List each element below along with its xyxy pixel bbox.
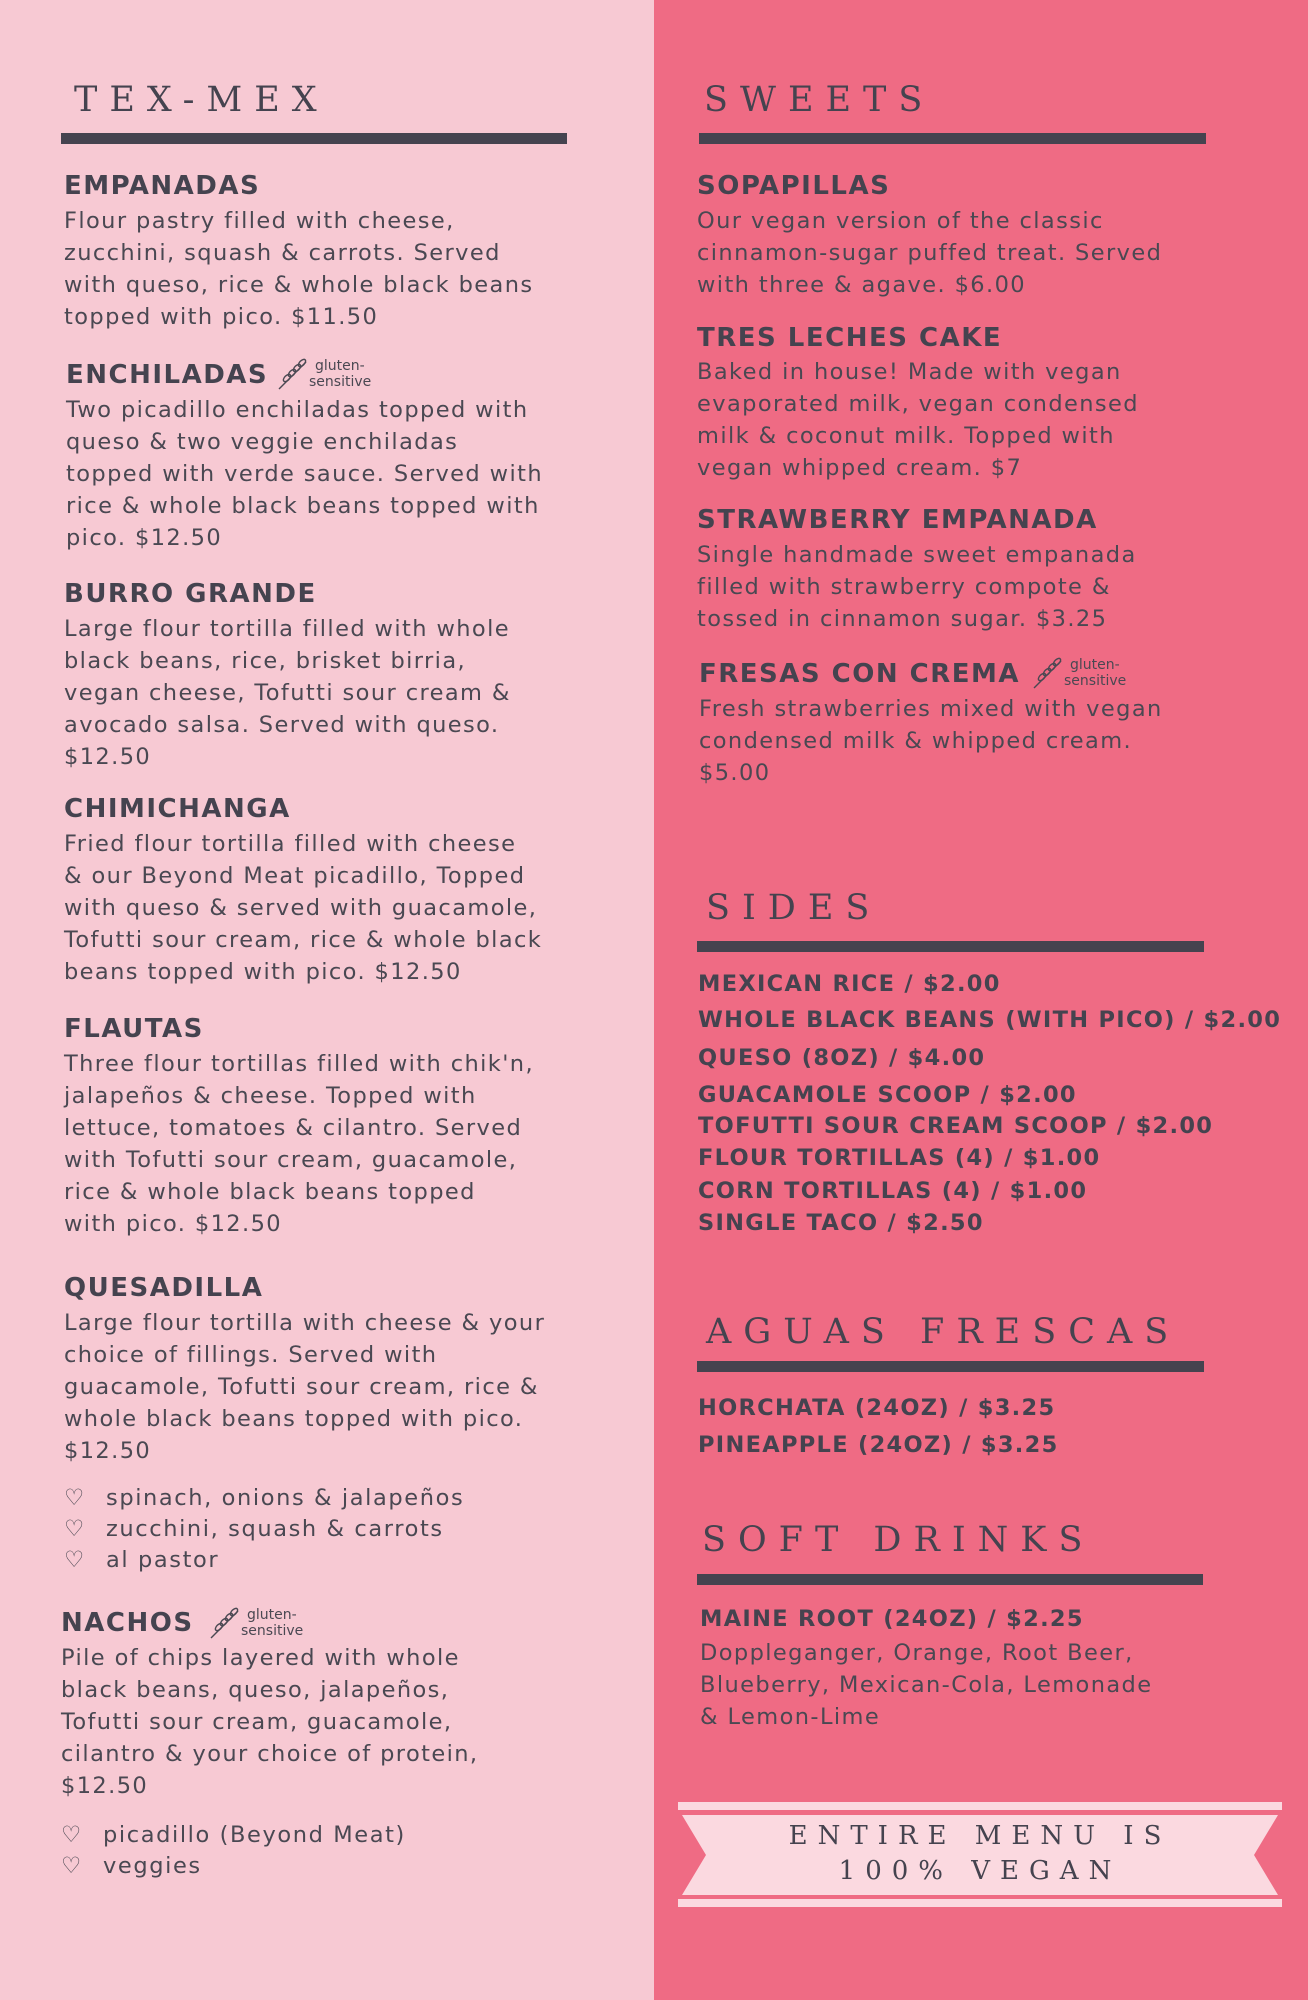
wheat-icon [276, 356, 312, 392]
item-desc-nachos: Pile of chips layered with whole black beans, queso, jalapeños, Tofutti sour cream, guacamole, cilantro & your choice of protein, $12.50 [61, 1645, 479, 1799]
item-desc-strawberry-empanada: Single handmade sweet empanada filled with strawberry compote & tossed in cinnamon sugar. $3.25 [697, 542, 1137, 632]
item-name-tres-leches-cake: TRES LECHES CAKE [697, 323, 1003, 353]
heart-icon: ♡ [61, 1853, 83, 1879]
banner-text [676, 1819, 1284, 1889]
quesadilla-options [64, 1483, 464, 1576]
vegan-banner [676, 1802, 1284, 1908]
texmex-title: TEX-MEX [74, 80, 329, 120]
gluten-sensitive-tag [276, 356, 371, 392]
soft-drinks-list [700, 1603, 1300, 1639]
list-item: TOFUTTI SOUR CREAM SCOOP / $2.00 [698, 1113, 1214, 1139]
item-name-quesadilla: QUESADILLA [64, 1273, 264, 1303]
soft-drinks-title: SOFT DRINKS [702, 1520, 1095, 1560]
sides-list [698, 968, 1298, 1248]
wheat-icon [208, 1605, 244, 1641]
item-name-burro-grande: BURRO GRANDE [64, 579, 317, 609]
list-item: MAINE ROOT (24OZ) / $2.25 [700, 1606, 1084, 1632]
heart-icon: ♡ [64, 1516, 86, 1542]
soft-drinks-divider [697, 1574, 1203, 1585]
aguas-frescas-divider [697, 1361, 1204, 1372]
list-item: WHOLE BLACK BEANS (WITH PICO) / $2.00 [698, 1007, 1282, 1033]
item-name-strawberry-empanada: STRAWBERRY EMPANADA [697, 505, 1098, 535]
item-name-enchiladas: ENCHILADAS [66, 360, 269, 390]
item-desc-flautas: Three flour tortillas filled with chik'n, jalapeños & cheese. Topped with lettuce, tomatoes & cilantro. Served with Tofutti sour cream, guacamole, rice & whole black beans topped with pico. $12.50 [64, 1051, 535, 1237]
list-item: SINGLE TACO / $2.50 [698, 1210, 984, 1236]
list-item: MEXICAN RICE / $2.00 [698, 971, 1001, 997]
item-desc-burro-grande: Large flour tortilla filled with whole black beans, rice, brisket birria, vegan cheese, Tofutti sour cream & avocado salsa. Served with queso. $12.50 [64, 616, 511, 770]
gluten-sensitive-tag [208, 1605, 303, 1641]
option-item: ♡ veggies [61, 1851, 406, 1882]
option-item: ♡ picadillo (Beyond Meat) [61, 1820, 406, 1851]
item-desc-quesadilla: Large flour tortilla with cheese & your choice of fillings. Served with guacamole, Tofutti sour cream, rice & whole black beans topped with pico. $12.50 [64, 1310, 546, 1464]
list-item: PINEAPPLE (24OZ) / $3.25 [698, 1432, 1059, 1458]
sides-divider [697, 941, 1204, 952]
sweets-title: SWEETS [704, 80, 935, 120]
item-desc-empanadas: Flour pastry filled with cheese, zucchini, squash & carrots. Served with queso, rice & whole black beans topped with pico. $11.50 [64, 208, 534, 330]
gluten-sensitive-label: gluten- sensitive [241, 1607, 304, 1639]
aguas-frescas-title: AGUAS FRESCAS [706, 1312, 1181, 1352]
gluten-sensitive-label: gluten- sensitive [1064, 657, 1127, 689]
item-desc-enchiladas: Two picadillo enchiladas topped with queso & two veggie enchiladas topped with verde sauce. Served with rice & whole black beans topped with pico. $12.50 [66, 397, 543, 551]
wheat-icon [1031, 655, 1067, 691]
gluten-sensitive-tag [1031, 655, 1126, 691]
aguas-frescas-list [698, 1392, 1298, 1472]
item-name-fresas-con-crema: FRESAS CON CREMA [699, 659, 1021, 689]
item-name-flautas: FLAUTAS [64, 1014, 204, 1044]
sides-title: SIDES [706, 888, 882, 928]
list-item: FLOUR TORTILLAS (4) / $1.00 [698, 1145, 1101, 1171]
option-item: ♡ zucchini, squash & carrots [64, 1514, 464, 1545]
texmex-divider [61, 133, 567, 144]
item-desc-fresas-con-crema: Fresh strawberries mixed with vegan condensed milk & whipped cream. $5.00 [699, 696, 1163, 786]
gluten-sensitive-label: gluten- sensitive [309, 358, 372, 390]
list-item: HORCHATA (24OZ) / $3.25 [698, 1395, 1056, 1421]
item-desc-chimichanga: Fried flour tortilla filled with cheese & our Beyond Meat picadillo, Topped with queso & served with guacamole, Tofutti sour cream, rice & whole black beans topped with pico. $12.50 [64, 831, 543, 985]
option-item: ♡ spinach, onions & jalapeños [64, 1483, 464, 1514]
item-name-sopapillas: SOPAPILLAS [697, 171, 891, 201]
option-item: ♡ al pastor [64, 1545, 464, 1576]
item-desc-sopapillas: Our vegan version of the classic cinnamon-sugar puffed treat. Served with three & agave. $6.00 [697, 208, 1163, 298]
sweets-divider [699, 133, 1206, 144]
heart-icon: ♡ [64, 1547, 86, 1573]
banner-line-2: 100% VEGAN [838, 1856, 1122, 1886]
list-item: QUESO (8OZ) / $4.00 [698, 1045, 986, 1071]
item-desc-tres-leches-cake: Baked in house! Made with vegan evaporated milk, vegan condensed milk & coconut milk. Topped with vegan whipped cream. $7 [697, 359, 1139, 481]
heart-icon: ♡ [64, 1485, 86, 1511]
banner-line-1: ENTIRE MENU IS [788, 1821, 1172, 1851]
soft-drinks-flavors: Doppleganger, Orange, Root Beer, Blueberry, Mexican-Cola, Lemonade & Lemon-Lime [700, 1640, 1153, 1730]
list-item: CORN TORTILLAS (4) / $1.00 [698, 1178, 1088, 1204]
item-name-chimichanga: CHIMICHANGA [64, 794, 291, 824]
item-name-empanadas: EMPANADAS [64, 171, 261, 201]
heart-icon: ♡ [61, 1822, 83, 1848]
item-name-nachos: NACHOS [61, 1608, 194, 1638]
nachos-options [61, 1820, 406, 1882]
list-item: GUACAMOLE SCOOP / $2.00 [698, 1082, 1077, 1108]
